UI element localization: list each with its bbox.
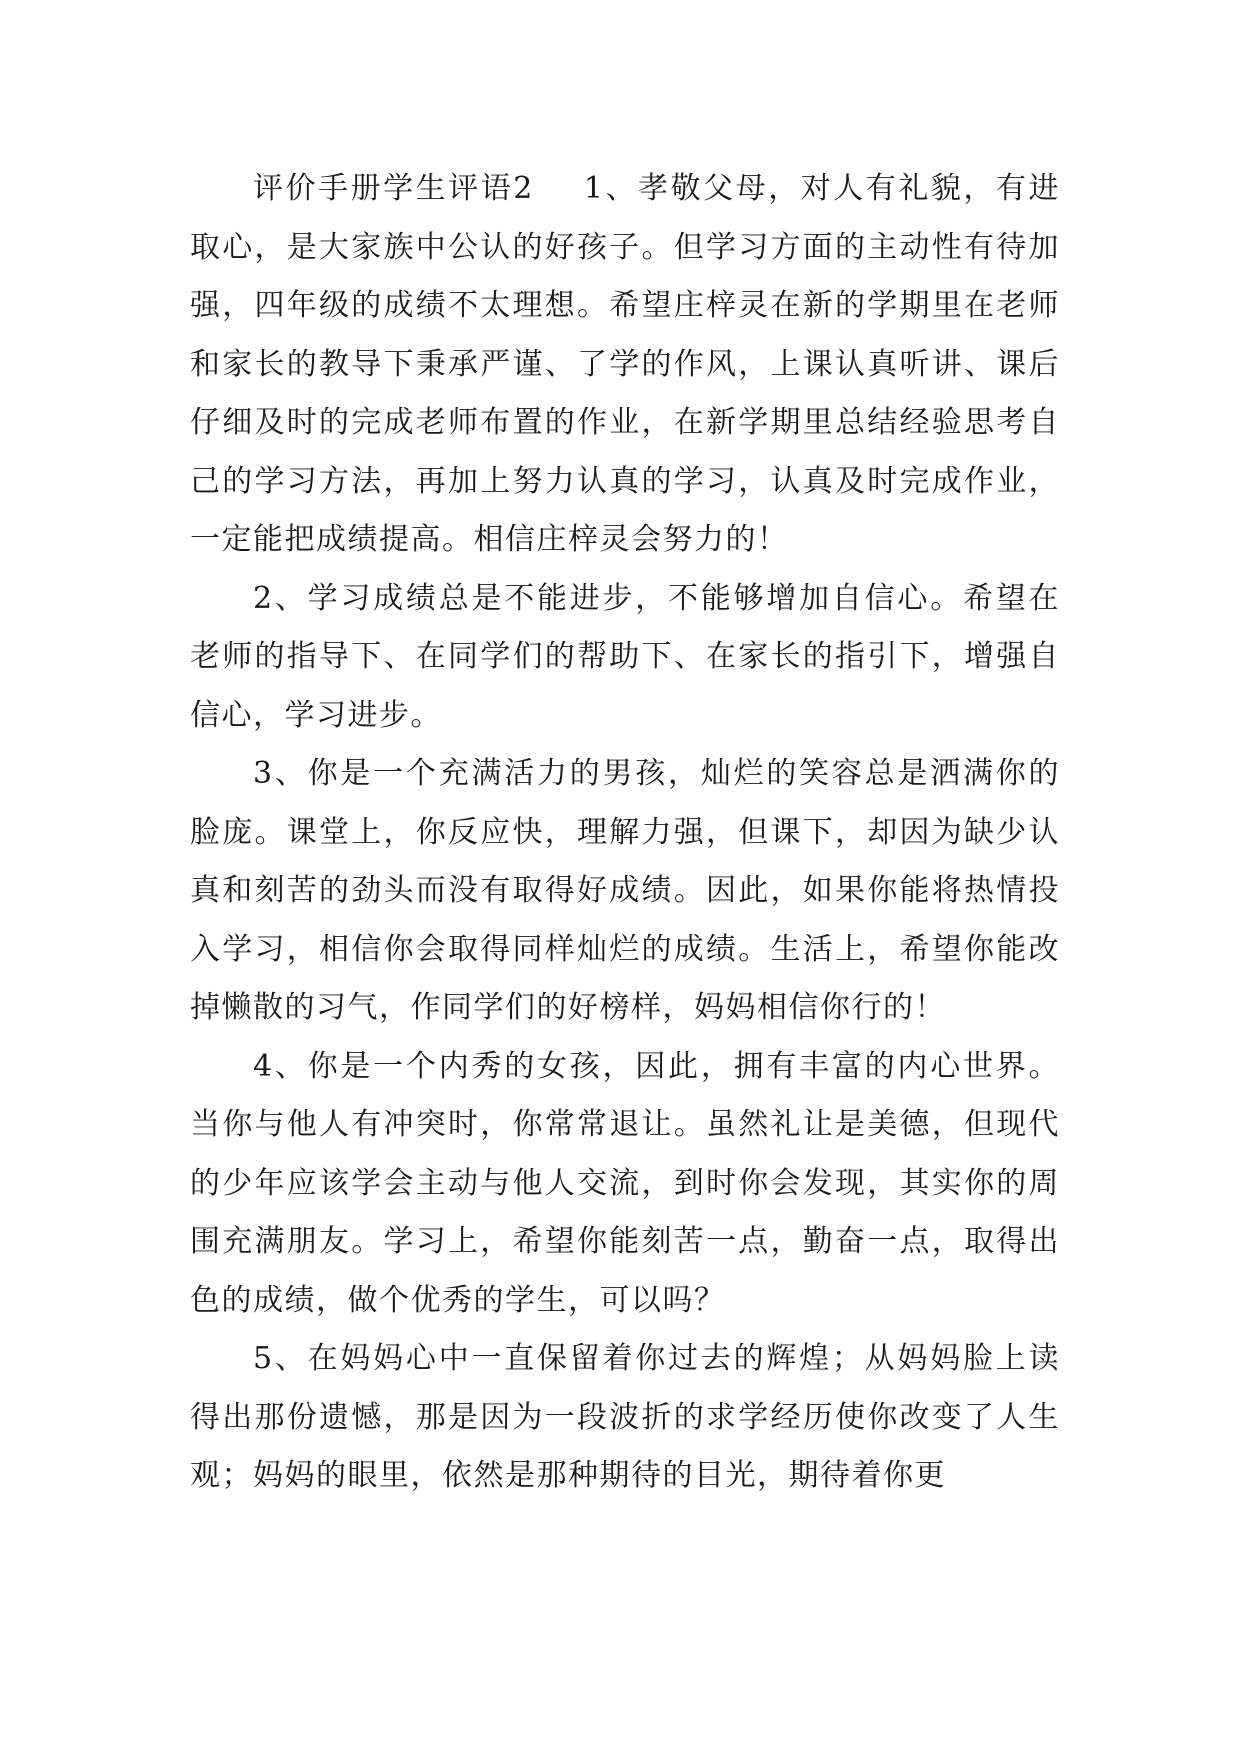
paragraph-4: 4、你是一个内秀的女孩，因此，拥有丰富的内心世界。当你与他人有冲突时，你常常退让。虽然礼让是美德，但现代的少年应该学会主动与他人交流，到时你会发现，其实你的周围充满朋友。学习上，希望你能刻苦一点，勤奋一点，取得出色的成绩，做个优秀的学生，可以吗？ [190,1048,1060,1318]
paragraph-1 [190,160,1060,570]
document-body [190,160,1060,1506]
document-title: 评价手册学生评语2 [253,171,534,206]
paragraph-2: 2、学习成绩总是不能进步，不能够增加自信心。希望在老师的指导下、在同学们的帮助下、在家长的指引下，增强自信心，学习进步。 [190,580,1060,733]
paragraph-5: 5、在妈妈心中一直保留着你过去的辉煌；从妈妈脸上读得出那份遗憾，那是因为一段波折的求学经历使你改变了人生观；妈妈的眼里，依然是那种期待的目光，期待着你更 [190,1341,1060,1493]
paragraph-1-text: 1、孝敬父母，对人有礼貌，有进取心，是大家族中公认的好孩子。但学习方面的主动性有待加强，四年级的成绩不太理想。希望庄梓灵在新的学期里在老师和家长的教导下秉承严谨、了学的作风，上课认真听讲、课后仔细及时的完成老师布置的作业，在新学期里总结经验思考自己的学习方法，再加上努力认真的学习，认真及时完成作业，一定能把成绩提高。相信庄梓灵会努力的！ [190,171,1060,557]
paragraph-3: 3、你是一个充满活力的男孩，灿烂的笑容总是洒满你的脸庞。课堂上，你反应快，理解力强，但课下，却因为缺少认真和刻苦的劲头而没有取得好成绩。因此，如果你能将热情投入学习，相信你会取得同样灿烂的成绩。生活上，希望你能改掉懒散的习气，作同学们的好榜样，妈妈相信你行的！ [190,756,1060,1025]
